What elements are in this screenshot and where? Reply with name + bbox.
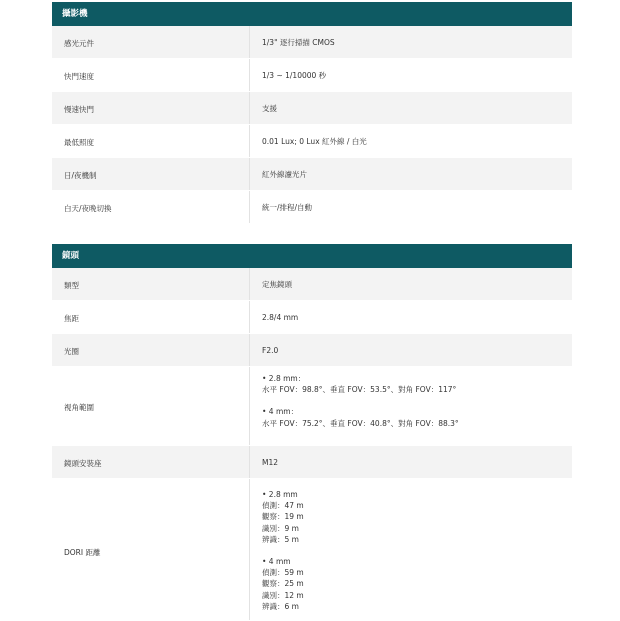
spec-row-dori-distance xyxy=(52,479,572,621)
spec-row-lens-type xyxy=(52,268,572,301)
spec-value-gap xyxy=(262,395,572,406)
spec-value-gap xyxy=(262,545,572,556)
spec-value xyxy=(249,367,572,445)
spec-label: 快門速度 xyxy=(64,72,94,81)
spec-value: 紅外線濾光片 xyxy=(249,158,572,190)
spec-value-line: 偵測：59 m xyxy=(262,568,304,578)
spec-row-slow-shutter xyxy=(52,92,572,125)
spec-value-line: 識別：9 m xyxy=(262,523,299,533)
spec-value-line: • 2.8 mm xyxy=(262,490,298,499)
spec-value: 0.01 Lux; 0 Lux 紅外線 / 白光 xyxy=(249,125,572,157)
spec-row-shutter-speed xyxy=(52,59,572,92)
spec-value: 定焦鏡頭 xyxy=(249,268,572,300)
spec-value-line: 水平 FOV：75.2°、垂直 FOV：40.8°、對角 FOV：88.3° xyxy=(262,418,459,428)
spec-label: 視角範圍 xyxy=(64,403,94,412)
spec-row-min-illumination xyxy=(52,125,572,158)
spec-value: 統一/排程/自動 xyxy=(249,191,572,223)
spec-value: 支援 xyxy=(249,92,572,124)
spec-value-line: • 4 mm xyxy=(262,557,291,567)
spec-label: DORI 距離 xyxy=(64,548,101,557)
spec-value: 1/3" 逐行掃描 CMOS xyxy=(249,26,572,58)
spec-value: F2.0 xyxy=(249,334,572,366)
spec-label: 最低照度 xyxy=(64,138,94,147)
spec-label: 鏡頭安裝座 xyxy=(64,459,102,468)
spec-value: 2.8/4 mm xyxy=(249,301,572,333)
spec-label: 焦距 xyxy=(64,314,79,323)
spec-row-aperture xyxy=(52,334,572,367)
spec-value: M12 xyxy=(249,446,572,478)
spec-label: 感光元件 xyxy=(64,39,94,48)
spec-row-day-night xyxy=(52,158,572,191)
spec-value-line: 觀察：19 m xyxy=(262,512,304,522)
spec-row-day-night-switch xyxy=(52,191,572,224)
lens-section-header: 鏡頭 xyxy=(52,244,572,268)
spec-label: 慢速快門 xyxy=(64,105,94,114)
spec-row-lens-mount xyxy=(52,446,572,479)
spec-value xyxy=(249,479,572,620)
camera-section-header: 攝影機 xyxy=(52,2,572,26)
spec-row-focal-length xyxy=(52,301,572,334)
spec-value-line: 辨識：5 m xyxy=(262,534,299,544)
spec-row-sensor xyxy=(52,26,572,59)
spec-label: 日/夜機制 xyxy=(64,171,97,180)
lens-spec-section xyxy=(52,244,572,621)
spec-label: 類型 xyxy=(64,281,79,290)
spec-value: 1/3 ~ 1/10000 秒 xyxy=(249,59,572,91)
spec-value-line: 辨識：6 m xyxy=(262,601,299,611)
spec-value-line: • 4 mm： xyxy=(262,407,299,417)
spec-label: 光圈 xyxy=(64,347,79,356)
spec-label: 白天/夜晚切換 xyxy=(64,204,112,213)
spec-row-field-of-view xyxy=(52,367,572,446)
spec-value-line: 水平 FOV：98.8°、垂直 FOV：53.5°、對角 FOV：117° xyxy=(262,385,457,395)
spec-value-line: 識別：12 m xyxy=(262,590,304,600)
camera-spec-section xyxy=(52,2,572,224)
spec-value-line: 偵測：47 m xyxy=(262,501,304,511)
spec-value-line: 觀察：25 m xyxy=(262,579,304,589)
spec-value-line: • 2.8 mm： xyxy=(262,374,306,383)
